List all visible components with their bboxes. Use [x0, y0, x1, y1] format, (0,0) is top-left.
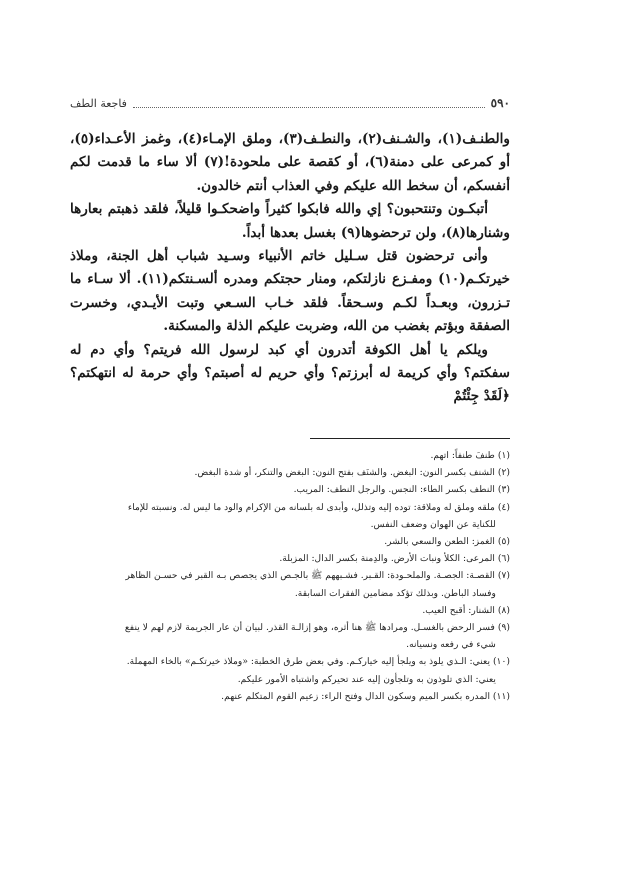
footnote: (٣) النطف بكسر الطاء: النجس. والرجل النطف: المريب. — [293, 484, 510, 496]
paragraph: أتبكـون وتنتحبون؟ إي والله فابكوا كثيراً واضحكـوا قليلاً، فلقد ذهبتم بعارها وشنارها(٨)، ولن ترحضوها(٩) بغسل بعدها أبداً. — [70, 201, 510, 241]
footnote: (٦) المرعى: الكلأ ونبات الأرض. والدِمنة بكسر الدال: المزبلة. — [279, 553, 510, 565]
footnote: (٩) فسر الرحض بالغسـل. ومرادها ﷺ هنا أثره، وهو إزالـة القذر. لبيان أن عار الجريمة لازم لهم لا ينفع — [124, 622, 510, 634]
footnote-continuation: شيء في رفعه ونسيانه. — [406, 639, 496, 651]
footnotes — [70, 447, 510, 705]
footnote-continuation: للكناية عن الهوان وضعف النفس. — [370, 518, 496, 530]
main-text — [70, 128, 510, 409]
page-header — [70, 94, 510, 112]
footnote: (٨) الشنار: أقبح العيب. — [422, 604, 510, 616]
footnote: (١) طنفَ طنفاً: اتهم. — [430, 450, 510, 461]
running-title: فاجعة الطف — [70, 96, 127, 110]
footnote: (٤) ملقه وملق له وملاقة: توده إليه وتذلل، وأبدى له بلسانه من الإكرام والود ما ليس له. ونسبته للإماء — [127, 501, 510, 513]
footnote-separator — [310, 438, 510, 439]
page-number: ٥٩٠ — [490, 96, 510, 110]
paragraph: والطنـف(١)، والشـنف(٢)، والنطـف(٣)، وملق الإمـاء(٤)، وغمز الأعـداء(٥)، أو كمرعى على دمنة(٦)، أو كقصة على ملحودة!(٧) ألا ساء ما قدمت لكم أنفسكم، أن سخط الله عليكم وفي العذاب أنتم خالدون. — [70, 131, 510, 194]
footnote-continuation: وفساد الباطن. وبذلك تؤكد مضامين الفقرات السابقة. — [294, 587, 496, 599]
paragraph: وأنى ترحضون قتل سـليل خاتم الأنبياء وسـيد شباب أهل الجنة، وملاذ خيرتكـم(١٠) ومفـزع نازلتكم، ومنار حجتكم ومدره ألسـنتكم(١١). ألا سـاء ما تـزرون، وبعـداً لكـم وسـحقاً. فلقد خـاب السـعي وتبت الأيـدي، وخسرت الصفقة وبؤتم بغضب من الله، وضربت عليكم الذلة والمسكنة. — [70, 248, 510, 335]
footnote: (٢) الشنف بكسر النون: البغض. والشنَف بفتح النون: البغض والتنكر، أو شدة البغض. — [194, 467, 510, 479]
footnote: (١١) المدره بكسر الميم وسكون الدال وفتح الراء: زعيم القوم المتكلم عنهم. — [221, 690, 510, 702]
footnote-continuation: يعني: الذي تلوذون به وتلجأون إليه عند تحيركم واشتباه الأمور عليكم. — [237, 673, 496, 685]
paragraph: ويلكم يا أهل الكوفة أتدرون أي كبد لرسول الله فريتم؟ وأي دم له سفكتم؟ وأي كريمة له أبرزتم؟ وأي حريم له أصبتم؟ وأي حرمة له انتهكتم؟ ﴿لَقَدْ جِئْتُمْ — [70, 341, 510, 405]
footnote: (١٠) يعني: الـذي يلوذ به ويلجأ إليه خياركـم. وفي بعض طرق الخطبة: «وملاذ خيرتكـم» بالخاء المهملة. — [126, 656, 510, 668]
footnote: (٥) الغمز: الطعن والسعي بالشر. — [384, 536, 510, 548]
dotted-leader — [133, 99, 485, 108]
footnote: (٧) القصـة: الجصـة. والملحـودة: القـبر. فشـبههم ﷺ بالجـص الذي يجصص بـه القبر في حسـن الظاهر — [125, 570, 510, 582]
